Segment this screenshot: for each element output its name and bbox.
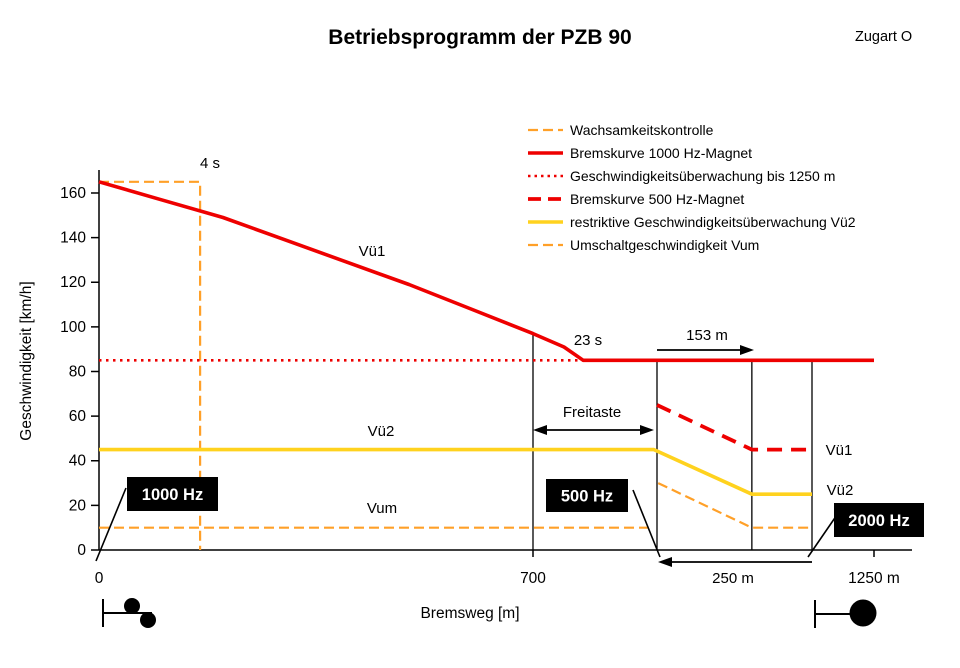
legend-swatch <box>527 171 564 181</box>
legend-label: Wachsamkeitskontrolle <box>570 121 714 138</box>
legend-item <box>527 187 856 210</box>
legend-label: Umschaltgeschwindigkeit Vum <box>570 236 760 253</box>
vue1-curve-label: Vü1 <box>358 243 386 260</box>
x-tick-label: 700 <box>520 570 546 587</box>
distant-signal-icon <box>124 598 140 614</box>
magnet-box-label: 2000 Hz <box>848 512 910 530</box>
chart-title: Betriebsprogramm der PZB 90 <box>328 26 632 49</box>
legend-swatch <box>527 194 564 204</box>
series-line <box>658 483 812 528</box>
train-type-label: Zugart O <box>855 29 913 45</box>
legend-swatch <box>527 240 564 250</box>
y-tick-label: 20 <box>68 497 86 515</box>
legend-item <box>527 118 856 141</box>
y-tick-label: 160 <box>60 184 86 202</box>
y-tick-label: 60 <box>68 408 86 426</box>
legend-item <box>527 233 856 256</box>
legend-item <box>527 141 856 164</box>
vue1-right-label: Vü1 <box>825 442 853 459</box>
distant-signal-icon <box>140 612 156 628</box>
dist-153m-label: 153 m <box>686 327 728 344</box>
legend-swatch <box>527 148 564 158</box>
x-axis-title: Bremsweg [m] <box>420 605 520 622</box>
magnet-box-label: 1000 Hz <box>141 486 204 504</box>
main-signal-icon <box>850 600 877 627</box>
legend-label: Bremskurve 500 Hz-Magnet <box>570 190 745 207</box>
series-line <box>657 405 812 450</box>
legend-item <box>527 164 856 187</box>
legend-swatch <box>527 217 564 227</box>
x-tick-label: 0 <box>94 570 104 587</box>
arrowhead <box>533 425 547 435</box>
y-tick-label: 140 <box>60 229 86 247</box>
magnet-pointer-line <box>633 490 660 557</box>
legend-label: restriktive Geschwindigkeitsüberwachung Vü2 <box>570 213 856 230</box>
legend-item <box>527 210 856 233</box>
x-tick-label: 1250 m <box>848 570 900 587</box>
vue2-right-label: Vü2 <box>826 482 854 499</box>
y-tick-label: 0 <box>77 542 86 559</box>
legend-label: Geschwindigkeitsüberwachung bis 1250 m <box>570 167 836 184</box>
time-23s-label: 23 s <box>573 332 603 349</box>
legend <box>527 118 856 256</box>
time-4s-label: 4 s <box>199 155 221 172</box>
y-tick-label: 120 <box>60 274 86 292</box>
arrowhead <box>658 557 672 567</box>
vue2-curve-label: Vü2 <box>367 423 395 440</box>
y-tick-label: 100 <box>60 318 86 336</box>
legend-label: Bremskurve 1000 Hz-Magnet <box>570 144 753 161</box>
dist-250m-label: 250 m <box>712 570 754 587</box>
y-tick-label: 80 <box>68 363 86 381</box>
freitaste-label: Freitaste <box>562 404 622 421</box>
legend-swatch <box>527 125 564 135</box>
magnet-box-label: 500 Hz <box>560 487 614 506</box>
arrowhead <box>740 345 754 355</box>
y-tick-label: 40 <box>68 452 86 470</box>
vum-curve-label: Vum <box>366 500 398 517</box>
y-axis-title: Geschwindigkeit [km/h] <box>18 281 35 441</box>
arrowhead <box>640 425 654 435</box>
